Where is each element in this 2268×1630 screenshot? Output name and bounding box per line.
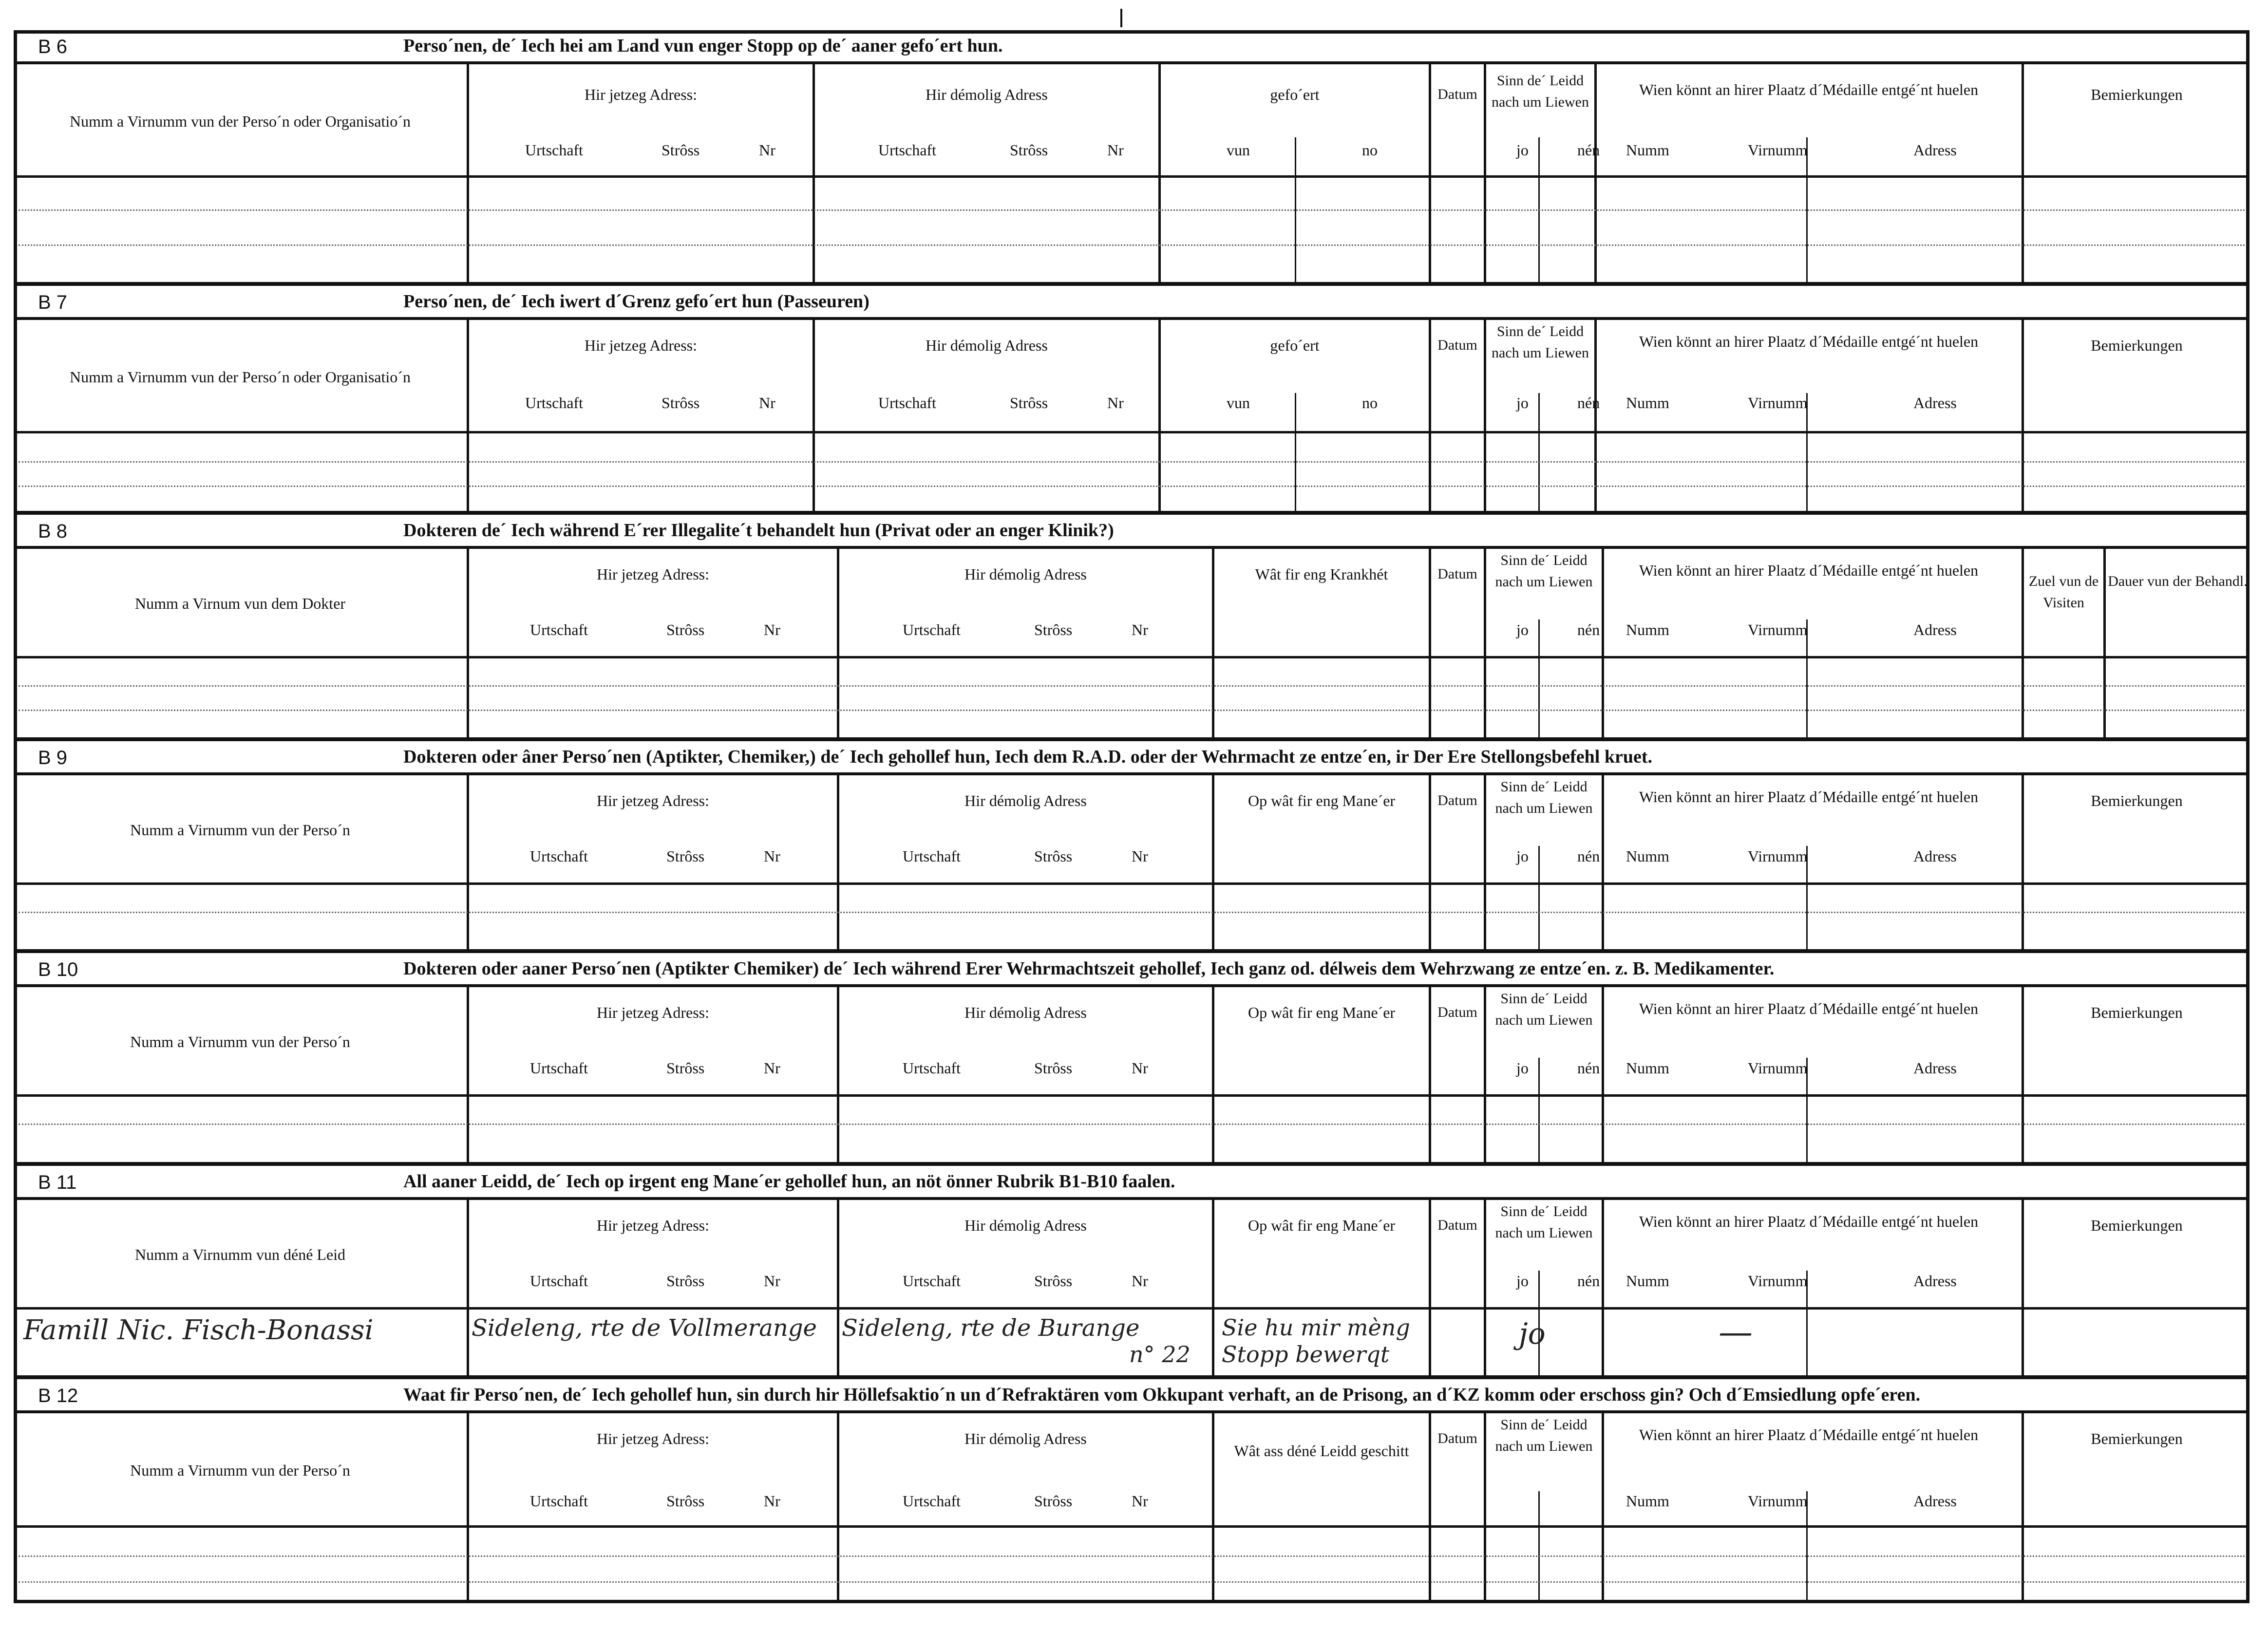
col-date: Datum	[1437, 1217, 1477, 1233]
sub-town: Urtschaft	[903, 1272, 961, 1290]
sub-no: nén	[1577, 141, 1600, 159]
col-transported: gefo´ert	[1270, 86, 1320, 103]
col-former-address: Hir démolig Adress	[964, 1004, 1087, 1021]
sub-firstname: Virnumm	[1748, 1059, 1808, 1077]
col-alive: Sinn de´ Leidd nach um Liewen	[1495, 779, 1593, 816]
sub-town: Urtschaft	[530, 1492, 588, 1510]
handwritten-former-address: Sideleng, rte de Burange	[842, 1314, 1140, 1342]
col-current-address: Hir jetzeg Adress:	[584, 337, 698, 354]
handwritten-current-address: Sideleng, rte de Vollmerange	[472, 1314, 817, 1342]
col-date: Datum	[1437, 792, 1477, 808]
sub-nr: Nr	[1132, 1272, 1148, 1290]
sub-no: nén	[1577, 621, 1600, 638]
col-name-header: Numm a Virnum vun dem Dokter	[134, 595, 346, 612]
col-alive: Sinn de´ Leidd nach um Liewen	[1492, 323, 1589, 361]
handwritten-former-nr: n° 22	[1129, 1341, 1191, 1368]
sub-nr: Nr	[764, 1272, 780, 1290]
sub-firstname: Virnumm	[1748, 1492, 1808, 1510]
section-header	[14, 953, 2249, 987]
col-current-address: Hir jetzeg Adress:	[596, 565, 710, 583]
col-transported: gefo´ert	[1270, 337, 1320, 354]
sub-address: Adress	[1913, 1272, 1957, 1290]
sub-town: Urtschaft	[903, 621, 961, 638]
col-date: Datum	[1437, 566, 1477, 582]
col-medal: Wien könnt an hirer Plaatz d´Médaille entgé´nt huelen	[1639, 1213, 1979, 1230]
sub-street: Strôss	[666, 1272, 705, 1290]
sub-nr: Nr	[759, 141, 775, 159]
sub-nr: Nr	[1132, 1059, 1148, 1077]
section-b8	[14, 515, 2249, 741]
sub-nr: Nr	[764, 1059, 780, 1077]
section-title: Waat fir Perso´nen, de´ Iech gehollef hun, sin durch hir Höllefsaktio´n un d´Refraktären vom Okkupant verhaft, an de Prisong, an d´KZ komm oder erschoss gin? Och d´Emsiedlung opfe´eren.	[403, 1385, 1921, 1405]
col-remarks: Bemierkungen	[2091, 86, 2183, 103]
col-former-address: Hir démolig Adress	[964, 1217, 1087, 1234]
col-current-address: Hir jetzeg Adress:	[584, 86, 698, 103]
col-date: Datum	[1437, 86, 1477, 102]
col-alive: Sinn de´ Leidd nach um Liewen	[1495, 991, 1593, 1028]
section-title: Dokteren oder âner Perso´nen (Aptikter, Chemiker,) de´ Iech gehollef hun, Iech dem R.A.D. oder der Wehrmacht ze entze´en, ir Der Ere Stellongsbefehl kruet.	[403, 747, 1652, 767]
sub-street: Strôss	[662, 141, 700, 159]
sub-town: Urtschaft	[525, 141, 584, 159]
col-medal: Wien könnt an hirer Plaatz d´Médaille entgé´nt huelen	[1639, 1000, 1979, 1017]
sub-address: Adress	[1913, 394, 1957, 412]
sub-yes: jo	[1516, 141, 1529, 159]
sub-street: Strôss	[1034, 1059, 1073, 1077]
sub-street: Strôss	[1034, 847, 1073, 865]
col-remarks: Bemierkungen	[2091, 1004, 2183, 1021]
sub-yes: jo	[1516, 621, 1529, 638]
sub-street: Strôss	[1010, 394, 1048, 412]
sub-firstname: Virnumm	[1748, 141, 1808, 159]
col-current-address: Hir jetzeg Adress:	[596, 1430, 710, 1447]
section-header	[14, 741, 2249, 775]
sub-firstname: Virnumm	[1748, 1272, 1808, 1290]
handwritten-alive: jo	[1519, 1317, 1546, 1351]
sub-surname: Numm	[1626, 394, 1669, 412]
col-name-header: Numm a Virnumm vun der Perso´n	[130, 1033, 350, 1050]
sub-town: Urtschaft	[530, 1059, 588, 1077]
sub-street: Strôss	[662, 394, 700, 412]
sub-street: Strôss	[666, 621, 705, 638]
sub-town: Urtschaft	[903, 1492, 961, 1510]
sub-nr: Nr	[764, 847, 780, 865]
col-alive: Sinn de´ Leidd nach um Liewen	[1495, 552, 1593, 590]
section-id: B 8	[38, 521, 68, 542]
col-former-address: Hir démolig Adress	[964, 792, 1087, 809]
sub-no: nén	[1577, 1059, 1600, 1077]
page-top-mark	[1120, 9, 1122, 27]
col-name-header: Numm a Virnumm vun déné Leid	[134, 1246, 346, 1263]
sub-nr: Nr	[764, 1492, 780, 1510]
section-id: B 12	[38, 1385, 78, 1406]
sub-surname: Numm	[1626, 1272, 1669, 1290]
sub-street: Strôss	[1010, 141, 1048, 159]
sub-town: Urtschaft	[878, 141, 937, 159]
col-current-address: Hir jetzeg Adress:	[596, 792, 710, 809]
sub-address: Adress	[1913, 141, 1957, 159]
sub-yes: jo	[1516, 1059, 1529, 1077]
section-id: B 10	[38, 959, 78, 980]
col-name-header: Numm a Virnumm vun der Perso´n oder Organisatio´n	[70, 112, 411, 130]
col-medal: Wien könnt an hirer Plaatz d´Médaille entgé´nt huelen	[1639, 333, 1979, 350]
col-name-header: Numm a Virnumm vun der Perso´n	[130, 821, 350, 839]
col-alive: Sinn de´ Leidd nach um Liewen	[1495, 1203, 1593, 1241]
col-visits: Zuel vun de Visiten	[2028, 573, 2099, 611]
col-remarks: Bemierkungen	[2091, 337, 2183, 354]
handwritten-name: Famill Nic. Fisch-Bonassi	[23, 1314, 374, 1346]
sub-firstname: Virnumm	[1748, 621, 1808, 638]
col-current-address: Hir jetzeg Adress:	[596, 1004, 710, 1021]
col-what-happened: Wât ass déné Leidd geschitt	[1234, 1442, 1409, 1460]
section-title: Perso´nen, de´ Iech iwert d´Grenz gefo´ert hun (Passeuren)	[403, 291, 869, 312]
col-duration: Dauer vun der Behandl.	[2108, 573, 2248, 589]
sub-yes: jo	[1516, 1272, 1529, 1290]
sub-nr: Nr	[759, 394, 775, 412]
sub-yes: jo	[1516, 394, 1529, 412]
section-header	[14, 515, 2249, 549]
sub-surname: Numm	[1626, 1492, 1669, 1510]
sub-to: no	[1362, 141, 1378, 159]
col-illness: Wât fir eng Krankhét	[1255, 565, 1388, 583]
section-title: Dokteren oder aaner Perso´nen (Aptikter Chemiker) de´ Iech während Erer Wehrmachtszeit gehollef, Iech ganz od. délweis dem Wehrzwang ze entze´en. z. B. Medikamenter.	[403, 958, 1775, 979]
sub-street: Strôss	[1034, 1272, 1073, 1290]
sub-from: vun	[1227, 141, 1250, 159]
sub-town: Urtschaft	[530, 1272, 588, 1290]
section-b6	[14, 30, 2249, 286]
sub-town: Urtschaft	[530, 847, 588, 865]
col-alive: Sinn de´ Leidd nach um Liewen	[1495, 1417, 1593, 1454]
sub-no: nén	[1577, 847, 1600, 865]
sub-nr: Nr	[1107, 141, 1124, 159]
sub-surname: Numm	[1626, 1059, 1669, 1077]
sub-town: Urtschaft	[878, 394, 937, 412]
sub-to: no	[1362, 394, 1378, 412]
section-b12	[14, 1379, 2249, 1603]
col-remarks: Bemierkungen	[2091, 792, 2183, 809]
col-medal: Wien könnt an hirer Plaatz d´Médaille entgé´nt huelen	[1639, 788, 1979, 806]
sub-address: Adress	[1913, 847, 1957, 865]
col-former-address: Hir démolig Adress	[926, 86, 1048, 103]
section-b9	[14, 741, 2249, 953]
col-manner: Op wât fir eng Mane´er	[1247, 1217, 1396, 1234]
section-b11	[14, 1166, 2249, 1379]
sub-firstname: Virnumm	[1748, 847, 1808, 865]
sub-nr: Nr	[764, 621, 780, 638]
col-date: Datum	[1437, 1004, 1477, 1020]
section-id: B 7	[38, 292, 68, 313]
sub-town: Urtschaft	[530, 621, 588, 638]
sub-town: Urtschaft	[903, 1059, 961, 1077]
section-id: B 6	[38, 36, 68, 57]
sub-firstname: Virnumm	[1748, 394, 1808, 412]
sub-nr: Nr	[1132, 1492, 1148, 1510]
sub-street: Strôss	[666, 1492, 705, 1510]
sub-address: Adress	[1913, 1492, 1957, 1510]
section-id: B 11	[38, 1172, 77, 1193]
sub-street: Strôss	[666, 1059, 705, 1077]
sub-nr: Nr	[1107, 394, 1124, 412]
section-title: All aaner Leidd, de´ Iech op irgent eng Mane´er gehollef hun, an nöt önner Rubrik B1-B10 faalen.	[403, 1171, 1175, 1192]
col-alive: Sinn de´ Leidd nach um Liewen	[1492, 73, 1589, 110]
section-b10	[14, 953, 2249, 1166]
sub-town: Urtschaft	[903, 847, 961, 865]
col-medal: Wien könnt an hirer Plaatz d´Médaille entgé´nt huelen	[1639, 81, 1979, 98]
col-former-address: Hir démolig Adress	[964, 565, 1087, 583]
col-medal: Wien könnt an hirer Plaatz d´Médaille entgé´nt huelen	[1639, 1426, 1979, 1443]
col-date: Datum	[1437, 1430, 1477, 1446]
col-medal: Wien könnt an hirer Plaatz d´Médaille entgé´nt huelen	[1639, 562, 1979, 579]
sub-street: Strôss	[1034, 1492, 1073, 1510]
section-b7	[14, 286, 2249, 515]
handwritten-manner-2: Stopp bewerqt	[1222, 1341, 1390, 1368]
handwritten-manner-1: Sie hu mir mèng	[1222, 1314, 1410, 1341]
sub-no: nén	[1577, 394, 1600, 412]
section-header	[14, 1166, 2249, 1200]
sub-yes: jo	[1516, 847, 1529, 865]
col-date: Datum	[1437, 337, 1477, 353]
section-header	[14, 286, 2249, 320]
col-current-address: Hir jetzeg Adress:	[596, 1217, 710, 1234]
handwritten-medal: —	[1719, 1312, 1753, 1352]
sub-street: Strôss	[666, 847, 705, 865]
sub-surname: Numm	[1626, 621, 1669, 638]
sub-street: Strôss	[1034, 621, 1073, 638]
col-former-address: Hir démolig Adress	[964, 1430, 1087, 1447]
sub-from: vun	[1227, 394, 1250, 412]
section-title: Perso´nen, de´ Iech hei am Land vun enger Stopp op de´ aaner gefo´ert hun.	[403, 36, 1003, 56]
section-header	[14, 30, 2249, 64]
section-id: B 9	[38, 747, 68, 768]
section-header	[14, 1379, 2249, 1413]
col-remarks: Bemierkungen	[2091, 1430, 2183, 1447]
sub-surname: Numm	[1626, 847, 1669, 865]
col-manner: Op wât fir eng Mane´er	[1247, 792, 1396, 809]
col-name-header: Numm a Virnumm vun der Perso´n oder Organisatio´n	[70, 368, 411, 386]
sub-address: Adress	[1913, 1059, 1957, 1077]
col-remarks: Bemierkungen	[2091, 1217, 2183, 1234]
sub-nr: Nr	[1132, 621, 1148, 638]
sub-town: Urtschaft	[525, 394, 584, 412]
sub-no: nén	[1577, 1272, 1600, 1290]
col-manner: Op wât fir eng Mane´er	[1247, 1004, 1396, 1021]
col-former-address: Hir démolig Adress	[926, 337, 1048, 354]
sub-address: Adress	[1913, 621, 1957, 638]
sub-surname: Numm	[1626, 141, 1669, 159]
col-name-header: Numm a Virnumm vun der Perso´n	[130, 1461, 350, 1479]
sub-nr: Nr	[1132, 847, 1148, 865]
section-title: Dokteren de´ Iech während E´rer Illegalite´t behandelt hun (Privat oder an enger Klinik?)	[403, 520, 1114, 541]
